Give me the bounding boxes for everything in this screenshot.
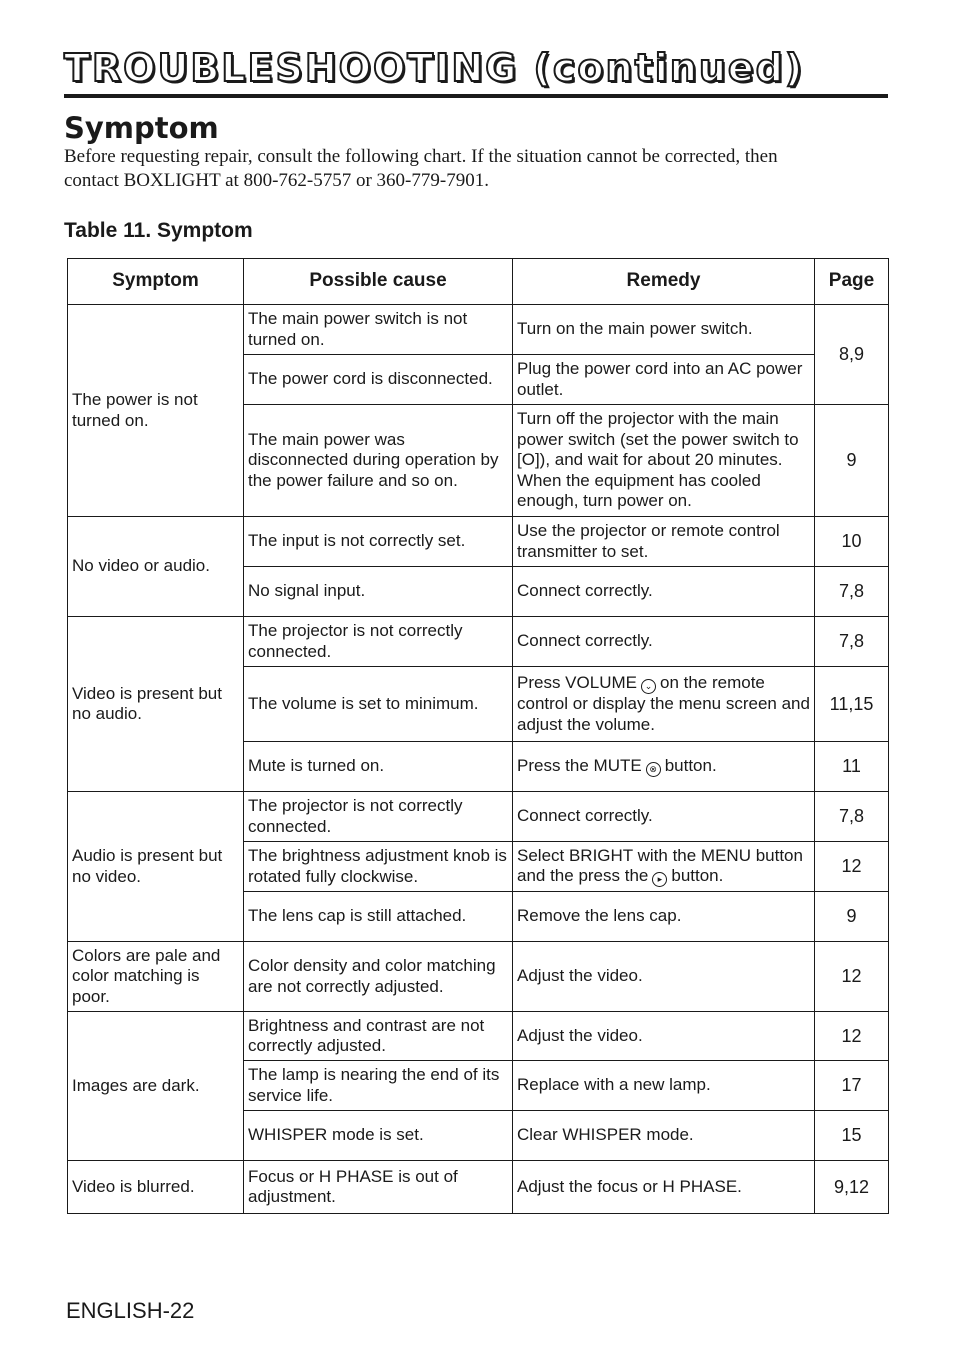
column-header-page: Page: [815, 259, 889, 305]
page-cell: 15: [815, 1111, 889, 1161]
page-cell: 9: [815, 405, 889, 517]
cause-cell: The lens cap is still attached.: [244, 892, 513, 942]
mute-icon: ⊗: [646, 762, 661, 777]
cause-cell: The power cord is disconnected.: [244, 355, 513, 405]
remedy-cell: Clear WHISPER mode.: [513, 1111, 815, 1161]
remedy-cell: Turn off the projector with the main power switch (set the power switch to [O]), and wait for about 20 minutes. When the equipment has cooled enough, turn power on.: [513, 405, 815, 517]
page-number: ENGLISH-22: [66, 1298, 195, 1323]
page-title: TROUBLESHOOTING (continued): [64, 46, 805, 90]
remedy-cell: [513, 842, 815, 892]
page-cell: 12: [815, 842, 889, 892]
cause-cell: Brightness and contrast are not correctly adjusted.: [244, 1012, 513, 1061]
cause-cell: Focus or H PHASE is out of adjustment.: [244, 1161, 513, 1214]
intro-line: Before requesting repair, consult the following chart. If the situation cannot be corrected, then: [64, 146, 778, 167]
page-cell: 11: [815, 742, 889, 792]
intro-paragraph: [64, 145, 864, 193]
remedy-cell: Use the projector or remote control transmitter to set.: [513, 517, 815, 567]
remedy-cell: Connect correctly.: [513, 792, 815, 842]
page-cell: 12: [815, 942, 889, 1012]
symptom-cell: No video or audio.: [68, 517, 244, 617]
remedy-text: Press the MUTE: [517, 756, 642, 775]
right-arrow-icon: ▸: [652, 872, 667, 887]
title-rule: [64, 94, 888, 98]
table-row: [68, 1012, 889, 1061]
cause-cell: No signal input.: [244, 567, 513, 617]
symptom-table: [67, 258, 889, 1214]
table-row: [68, 305, 889, 355]
symptom-cell: Video is blurred.: [68, 1161, 244, 1214]
cause-cell: The brightness adjustment knob is rotated fully clockwise.: [244, 842, 513, 892]
table-header-row: [68, 259, 889, 305]
table-row: [68, 617, 889, 667]
intro-line: contact BOXLIGHT at 800-762-5757 or 360-779-7901.: [64, 170, 489, 191]
remedy-text: Press VOLUME: [517, 673, 637, 692]
volume-down-icon: ⌄: [641, 679, 656, 694]
remedy-cell: Adjust the focus or H PHASE.: [513, 1161, 815, 1214]
table-row: [68, 942, 889, 1012]
page-cell: 8,9: [815, 305, 889, 405]
remedy-cell: Plug the power cord into an AC power outlet.: [513, 355, 815, 405]
remedy-text: on the remote control or display the menu screen and adjust the volume.: [517, 673, 810, 734]
section-title: Symptom: [64, 111, 219, 145]
cause-cell: Mute is turned on.: [244, 742, 513, 792]
remedy-text: Select BRIGHT with the MENU button and the press the: [517, 845, 803, 886]
page-cell: 11,15: [815, 667, 889, 742]
page-cell: 7,8: [815, 567, 889, 617]
table-row: [68, 1161, 889, 1214]
remedy-cell: [513, 742, 815, 792]
cause-cell: The main power was disconnected during operation by the power failure and so on.: [244, 405, 513, 517]
symptom-cell: The power is not turned on.: [68, 305, 244, 517]
page-cell: 9: [815, 892, 889, 942]
table-caption: Table 11. Symptom: [64, 219, 253, 242]
remedy-cell: Adjust the video.: [513, 1012, 815, 1061]
cause-cell: The input is not correctly set.: [244, 517, 513, 567]
page-cell: 9,12: [815, 1161, 889, 1214]
remedy-cell: Adjust the video.: [513, 942, 815, 1012]
table-row: [68, 517, 889, 567]
remedy-cell: Turn on the main power switch.: [513, 305, 815, 355]
cause-cell: The lamp is nearing the end of its service life.: [244, 1061, 513, 1111]
cause-cell: The volume is set to minimum.: [244, 667, 513, 742]
symptom-cell: Colors are pale and color matching is poor.: [68, 942, 244, 1012]
cause-cell: The main power switch is not turned on.: [244, 305, 513, 355]
page-cell: 7,8: [815, 792, 889, 842]
cause-cell: The projector is not correctly connected.: [244, 617, 513, 667]
remedy-cell: Connect correctly.: [513, 617, 815, 667]
page-cell: 12: [815, 1012, 889, 1061]
remedy-cell: Remove the lens cap.: [513, 892, 815, 942]
cause-cell: Color density and color matching are not correctly adjusted.: [244, 942, 513, 1012]
cause-cell: WHISPER mode is set.: [244, 1111, 513, 1161]
symptom-cell: Audio is present but no video.: [68, 792, 244, 942]
column-header-symptom: Symptom: [68, 259, 244, 305]
symptom-cell: Images are dark.: [68, 1012, 244, 1161]
remedy-cell: [513, 667, 815, 742]
remedy-cell: Connect correctly.: [513, 567, 815, 617]
remedy-cell: Replace with a new lamp.: [513, 1061, 815, 1111]
page-cell: 17: [815, 1061, 889, 1111]
symptom-cell: Video is present but no audio.: [68, 617, 244, 792]
column-header-cause: Possible cause: [244, 259, 513, 305]
page-cell: 10: [815, 517, 889, 567]
remedy-text: button.: [671, 866, 724, 886]
cause-cell: The projector is not correctly connected.: [244, 792, 513, 842]
table-row: [68, 792, 889, 842]
column-header-remedy: Remedy: [513, 259, 815, 305]
remedy-text: button.: [664, 756, 717, 775]
page-cell: 7,8: [815, 617, 889, 667]
